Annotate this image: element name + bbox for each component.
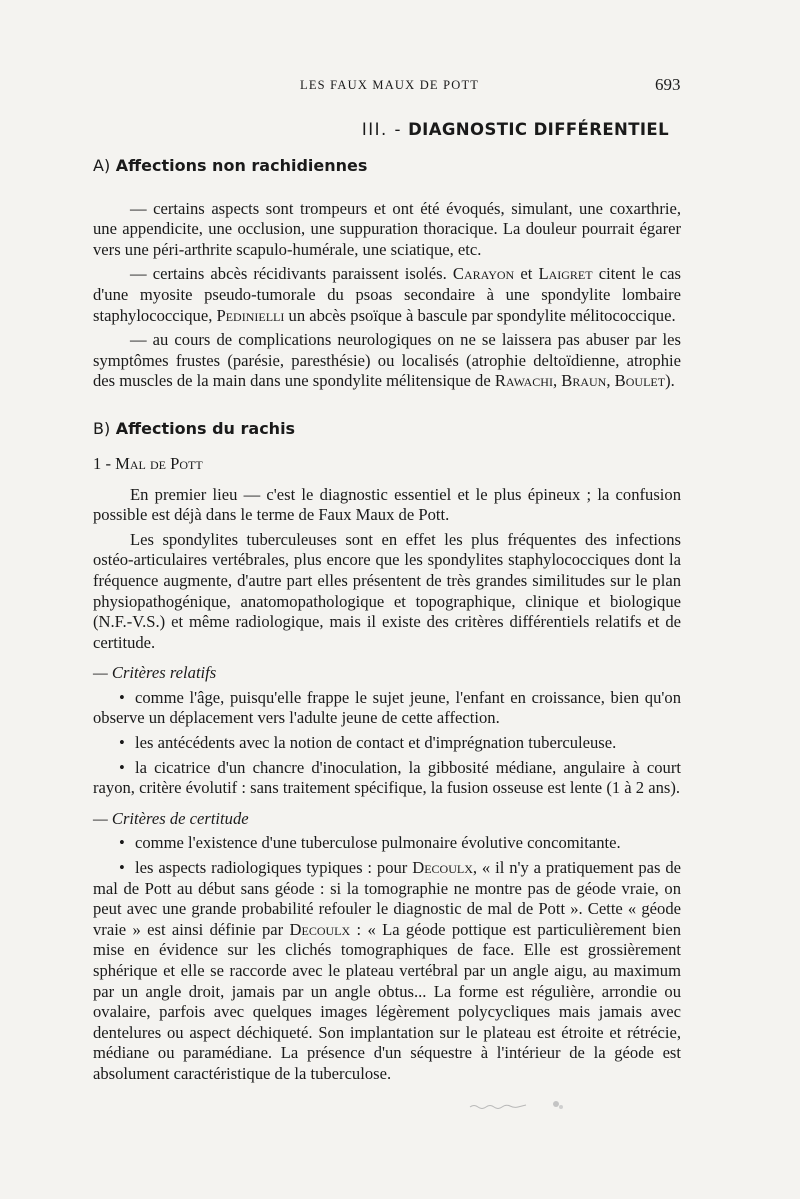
- subsection-b-text: Affections du rachis: [115, 418, 296, 438]
- paragraph-a2-text-2: et: [520, 264, 533, 284]
- bullet-icon: •: [119, 833, 125, 853]
- scan-smudge-marks: [468, 1099, 568, 1113]
- separator: ,: [606, 371, 611, 391]
- paragraph-b1: En premier lieu — c'est le diagnostic essentiel et le plus épineux ; la confusion possible est déjà dans le terme de Faux Maux de Pott.: [93, 484, 681, 525]
- author-name: Laigret: [538, 264, 593, 284]
- list-item-text: la cicatrice d'un chancre d'inoculation, la gibbosité médiane, angulaire à court rayon, critère évolutif : sans traitement spécifique, la fusion osseuse est lente (1 à 2 ans).: [93, 757, 681, 798]
- paragraph-a3: [93, 330, 681, 392]
- criteres-certitude-heading: — Critères de certitude: [93, 808, 249, 828]
- subsection-b-title: [93, 418, 681, 440]
- author-name: Carayon: [452, 264, 515, 284]
- list-item: [93, 688, 681, 729]
- running-title: LES FAUX MAUX DE POTT: [300, 78, 480, 92]
- list-item: [93, 858, 681, 1085]
- list-item: [93, 758, 681, 799]
- bullet-icon: •: [119, 858, 125, 878]
- paragraph-a2: [93, 264, 681, 326]
- list-item: [93, 833, 681, 854]
- author-name: Rawachi: [494, 371, 553, 391]
- author-name: Boulet: [614, 371, 666, 391]
- bullet-icon: •: [119, 757, 125, 777]
- subsection-a-text: Affections non rachidiennes: [115, 155, 368, 175]
- list-item-text: , « il n'y a pratiquement pas de mal de Pott au début sans géode : si la tomographie ne montre pas de géode vraie, on peut avec une grande probabilité refouler le diagnostic de mal de Pott ». Cette « géode vraie » est ainsi définie par: [93, 858, 681, 939]
- paragraph-a3-text: — au cours de complications neurologiques on ne se laissera pas abuser par les symptômes frustes (parésie, paresthésie) ou localisés (atrophie deltoïdienne, atrophie des muscles de la main dans une spondylite mélitensique de: [93, 330, 681, 391]
- list-item-text: comme l'existence d'une tuberculose pulmonaire évolutive concomitante.: [135, 833, 621, 853]
- page-number: 693: [655, 75, 681, 94]
- mal-de-pott-heading: 1 - Mal de Pott: [93, 453, 203, 473]
- author-name: Decoulx: [412, 858, 473, 878]
- paragraph-a2-text-1: — certains abcès récidivants paraissent isolés.: [130, 264, 447, 284]
- author-name: Braun: [561, 371, 607, 391]
- closing-punctuation: ).: [665, 371, 675, 391]
- subsection-a-letter: A): [93, 155, 111, 175]
- separator: ,: [552, 371, 558, 391]
- author-name: Pedinielli: [216, 305, 285, 325]
- subsection-a-title: [93, 155, 681, 177]
- paragraph-b2: Les spondylites tuberculeuses sont en effet les plus fréquentes des infections ostéo-articulaires vertébrales, plus encore que les spondylites staphylococciques dont la fréquence augmente, d'autre part elles présentent de très grandes similitudes sur le plan physiopathogénique, anatomopathologique et topographique, clinique et biologique (N.F.-V.S.) et même radiologique, mais il existe des critères différentiels relatifs et de certitude.: [93, 529, 681, 652]
- subsection-b-letter: B): [93, 418, 111, 438]
- paragraph-a2-text-3: citent le cas d'une myosite pseudo-tumorale du psoas secondaire à une spondylite lombaire staphylococcique,: [93, 264, 681, 325]
- paragraph-a1: — certains aspects sont trompeurs et ont été évoqués, simulant, une coxarthrie, une appendicite, une occlusion, une suppuration thoracique. La douleur pourrait égarer vers une péri-arthrite scapulo-humérale, une sciatique, etc.: [93, 198, 681, 259]
- bullet-icon: •: [119, 687, 125, 707]
- list-item-text: les aspects radiologiques typiques : pour: [135, 858, 408, 878]
- section-number: III. -: [361, 120, 402, 139]
- criteres-relatifs-heading: — Critères relatifs: [93, 663, 217, 683]
- list-item-text: les antécédents avec la notion de contact et d'imprégnation tuberculeuse.: [135, 733, 617, 753]
- section-title: [93, 120, 681, 141]
- paragraph-a2-text-4: un abcès psoïque à bascule par spondylite mélitococcique.: [288, 305, 676, 325]
- list-item: [93, 733, 681, 754]
- author-name: Decoulx: [289, 919, 351, 939]
- running-header: [0, 76, 800, 96]
- list-item-text: comme l'âge, puisqu'elle frappe le sujet jeune, l'enfant en croissance, bien qu'on observe un déplacement vers l'adulte jeune de cette affection.: [93, 687, 681, 728]
- section-title-text: DIAGNOSTIC DIFFÉRENTIEL: [408, 120, 669, 139]
- list-item-text: : « La géode pottique est particulièrement bien mise en évidence sur les clichés tomographiques de face. Elle est grossièrement sphérique et elle se raccorde avec le plateau vertébral par un angle aigu, au maximum par un angle droit, jamais par un angle obtus... La forme est régulière, arrondie ou ovalaire, parfois avec quelques images légèrement polycycliques mais jamais avec dentelures ou aspect déchiqueté. Son implantation sur le plateau est étroite et rétrécie, médiane ou paramédiane. La présence d'un séquestre à l'intérieur de la géode est absolument caractéristique de la tuberculose.: [93, 919, 682, 1083]
- page-body: [93, 112, 681, 1085]
- bullet-icon: •: [119, 733, 125, 753]
